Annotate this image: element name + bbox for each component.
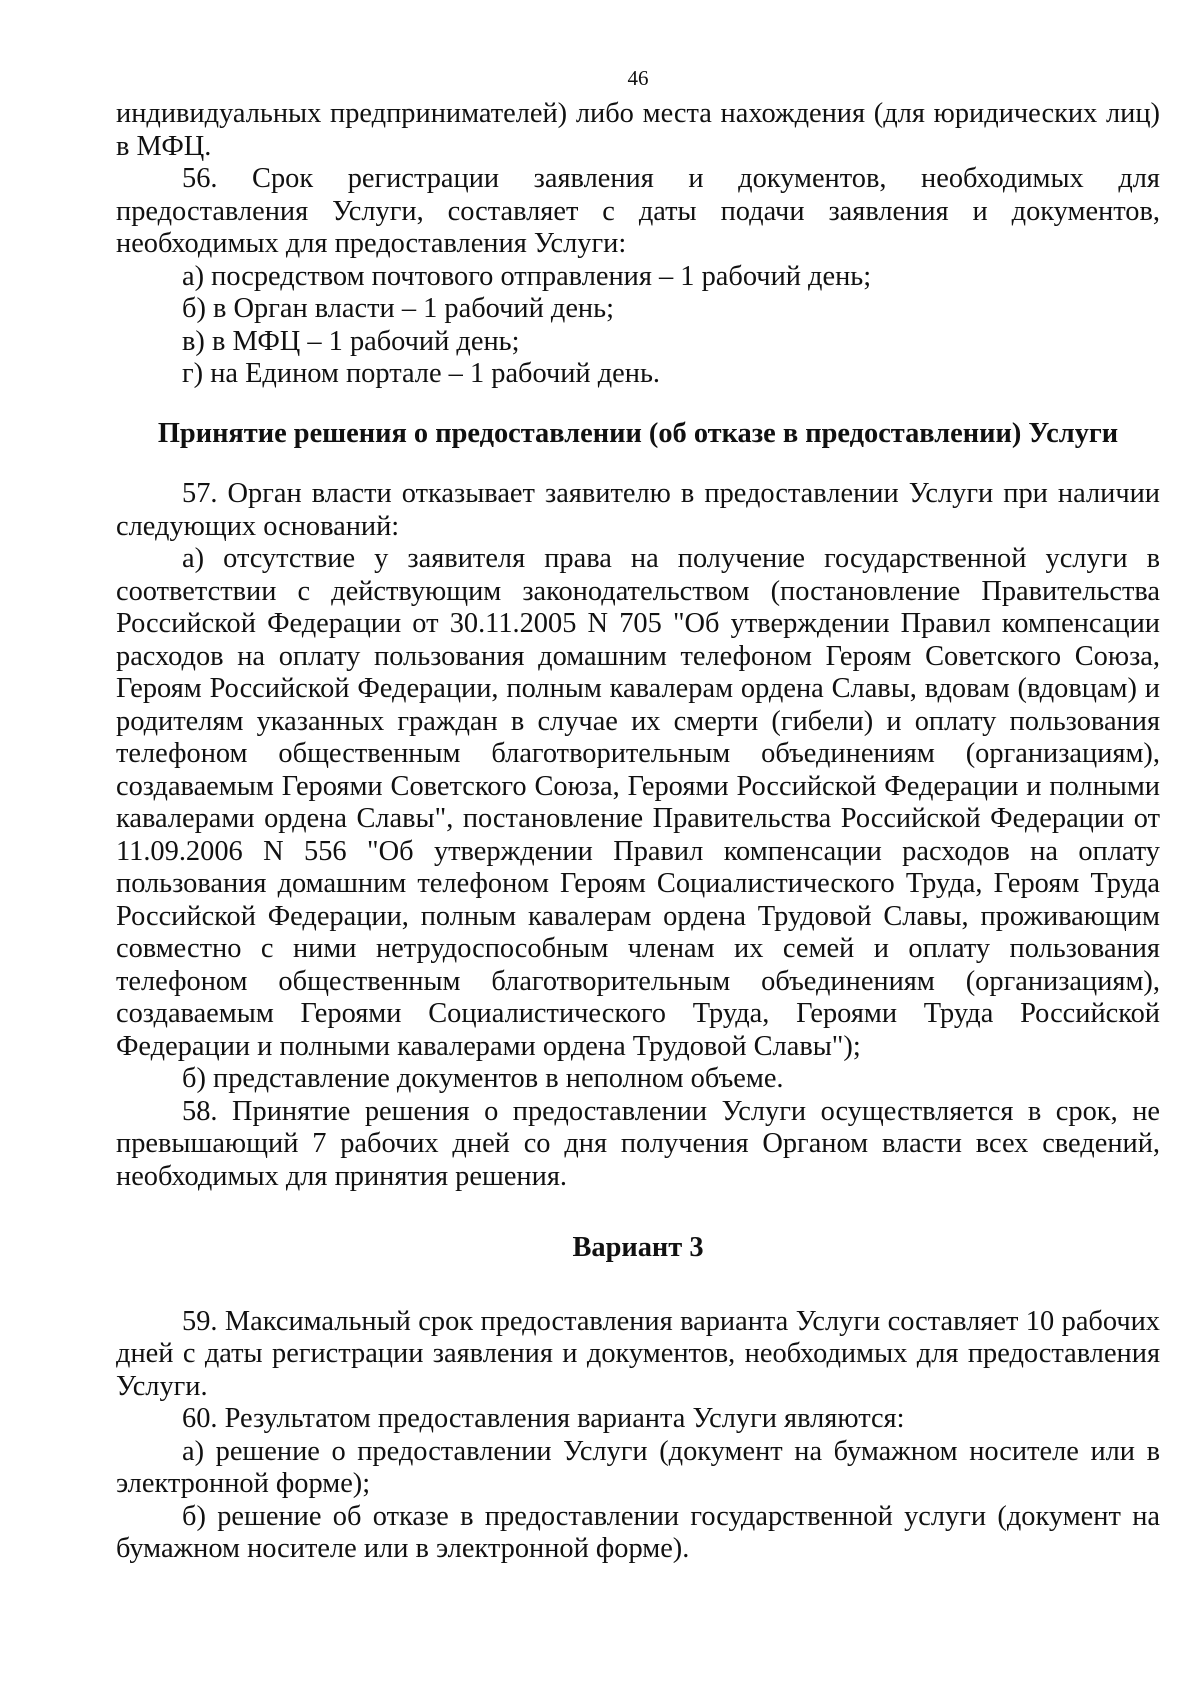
section-heading-decision: Принятие решения о предоставлении (об отказе в предоставлении) Услуги bbox=[157, 417, 1119, 449]
paragraph-58: 58. Принятие решения о предоставлении Услуги осуществляется в срок, не превышающий 7 рабочих дней со дня получения Органом власти всех сведений, необходимых для принятия решения. bbox=[116, 1095, 1160, 1192]
page-number: 46 bbox=[627, 66, 649, 90]
list-item-56c: в) в МФЦ – 1 рабочий день; bbox=[182, 325, 520, 357]
list-item-60a: а) решение о предоставлении Услуги (документ на бумажном носителе или в электронной форме); bbox=[116, 1435, 1160, 1499]
paragraph-continuation: индивидуальных предпринимателей) либо места нахождения (для юридических лиц) в МФЦ. bbox=[116, 98, 1160, 162]
list-item-60b: б) решение об отказе в предоставлении государственной услуги (документ на бумажном носителе или в электронной форме). bbox=[116, 1500, 1160, 1564]
list-item-56d: г) на Едином портале – 1 рабочий день. bbox=[182, 358, 660, 389]
list-item-56b: б) в Орган власти – 1 рабочий день; bbox=[182, 293, 614, 324]
document-body bbox=[116, 98, 1160, 1566]
paragraph-57: 57. Орган власти отказывает заявителю в предоставлении Услуги при наличии следующих оснований: bbox=[116, 478, 1160, 542]
paragraph-56: 56. Срок регистрации заявления и документов, необходимых для предоставления Услуги, составляет с даты подачи заявления и документов, необходимых для предоставления Услуги: bbox=[116, 163, 1160, 259]
section-heading-variant-3: Вариант 3 bbox=[572, 1232, 704, 1263]
paragraph-59: 59. Максимальный срок предоставления варианта Услуги составляет 10 рабочих дней с даты регистрации заявления и документов, необходимых для предоставления Услуги. bbox=[116, 1305, 1160, 1402]
list-item-57b: б) представление документов в неполном объеме. bbox=[182, 1063, 784, 1094]
paragraph-60: 60. Результатом предоставления варианта Услуги являются: bbox=[182, 1403, 905, 1434]
list-item-57a: а) отсутствие у заявителя права на получение государственной услуги в соответствии с действующим законодательством (постановление Правительства Российской Федерации от 30.11.2005 N 705 "Об утверждении Правил компенсации расходов на оплату пользования домашним телефоном Героям Советского Союза, Героям Российской Федерации, полным кавалерам ордена Славы, вдовам (вдовцам) и родителям указанных граждан в случае их смерти (гибели) и оплату пользования телефоном общественным благотворительным объединениям (организациям), создаваемым Героями Советского Союза, Героями Российской Федерации и полными кавалерами ордена Славы", постановление Правительства Российской Федерации от 11.09.2006 N 556 "Об утверждении Правил компенсации расходов на оплату пользования домашним телефоном Героям Социалистического Труда, Героям Труда Российской Федерации, полным кавалерам ордена Трудовой Славы, проживающим совместно с ними нетрудоспособным членам их семей и оплату пользования телефоном общественным благотворительным объединениям (организациям), создаваемым Героями Социалистического Труда, Героями Труда Российской Федерации и полными кавалерами ордена Трудовой Славы"); bbox=[116, 543, 1160, 1062]
list-item-56a: а) посредством почтового отправления – 1 рабочий день; bbox=[182, 260, 872, 292]
